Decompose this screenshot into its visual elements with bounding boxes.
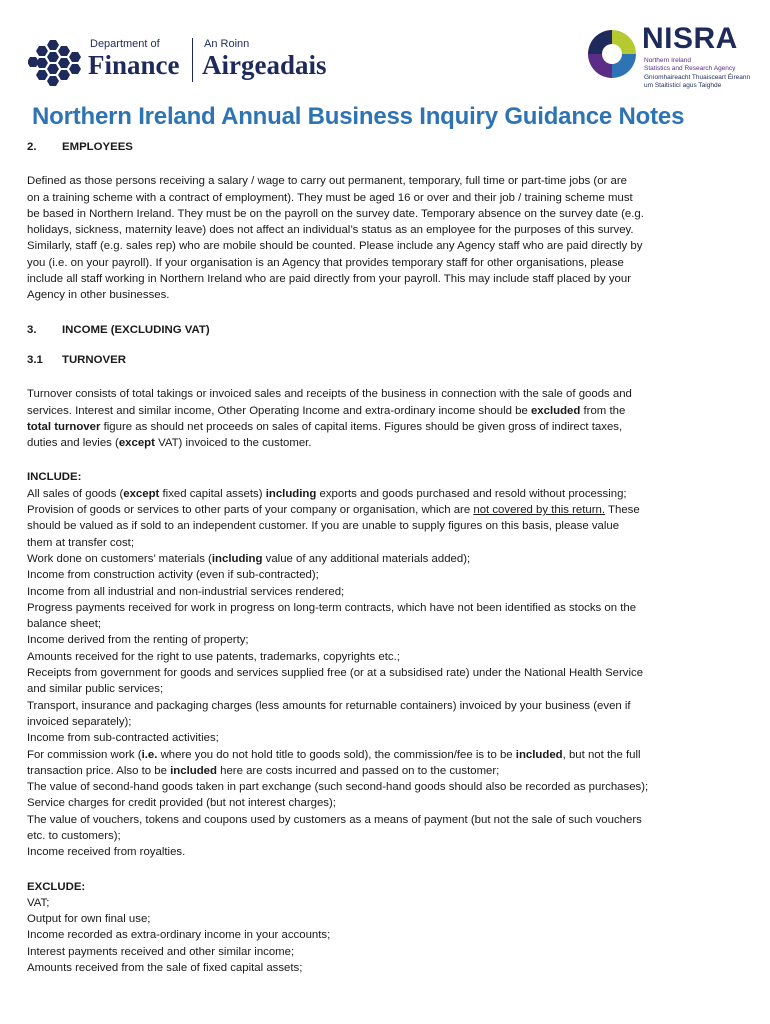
nisra-logo: [584, 22, 754, 94]
dof-divider: [192, 38, 193, 82]
list-item: Interest payments received and other similar income;: [27, 945, 295, 958]
list-item: Income recorded as extra-ordinary income in your accounts;: [27, 929, 331, 942]
section-3-1-heading: 3.1 TURNOVER: [27, 353, 126, 366]
hexagon-cluster-icon: [28, 36, 90, 92]
nisra-emblem-icon: [584, 26, 642, 86]
list-item: Amounts received from the sale of fixed capital assets;: [27, 962, 303, 975]
dof-an-roinn: An Roinn: [204, 38, 250, 50]
exclude-heading: EXCLUDE:: [27, 880, 86, 893]
nisra-english-name: Northern Ireland Statistics and Research Agency: [644, 57, 736, 72]
include-list: INCLUDE: All sales of goods (except fixed capital assets) including exports and goods purchased and resold without processing; Provision of goods or services to other parts of your company or organisation, which are not covered by this return. These should be valued as if sold to an independent customer. If you are unable to supply figures on this basis, please value them at transfer cost; Work done on customers’ materials (including value of any additional materials added); Income from construction activity (even if sub-contracted); Income from all industrial and non-industrial services rendered; Progress payments received for work in progress on long-term contracts, which have not been identified as stocks on the balance sheet; Income derived from the renting of property; Amounts received for the right to use patents, trademarks, copyrights etc.; Receipts from government for goods and services supplied free (or at a subsidised rate) under the National Health Service and similar public services; Transport, insurance and packaging charges (less amounts for returnable containers) invoiced by your business (even if invoiced separately); Income from sub-contracted activities; For commission work (i.e. where you do not hold title to goods sold), the commission/fee is to be included, but not the full transaction price. Also to be included here are costs incurred and passed on to the customer; The value of second-hand goods taken in part exchange (such second-hand goods should also be recorded as purchases); Service charges for credit provided (but not interest charges); The value of vouchers, tokens and coupons used by customers as a means of payment (but not the sale of such vouchers etc. to customers); Income received from royalties.: [27, 469, 741, 860]
nisra-irish-name: Gníomhaireacht Thuaisceart Éireann um Staitisticí agus Taighde: [644, 74, 751, 89]
turnover-paragraph: Turnover consists of total takings or invoiced sales and receipts of the business in connection with the sale of goods and services. Interest and similar income, Other Operating Income and extra-ordinary income should be excluded from the total turnover figure as should net proceeds on sales of capital items. Figures should be given gross of indirect taxes, duties and levies (except VAT) invoiced to the customer.: [27, 388, 632, 450]
list-item: VAT;: [27, 896, 50, 909]
section-3-heading: 3. INCOME (EXCLUDING VAT): [27, 323, 210, 336]
exclude-list: [27, 879, 741, 977]
section-2-paragraph: Defined as those persons receiving a salary / wage to carry out permanent, temporary, full time or part-time jobs (or are on a training scheme with a contract of employment). They must be aged 16 or over and their job / training scheme must be based in Northern Ireland. They must be on the payroll on the survey date. Temporary absence on the survey date (e.g. holidays, sickness, maternity leave) does not affect an individual’s status as an employee for the purposes of this survey. Similarly, staff (e.g. sales rep) who are mobile should be counted. Please include any Agency staff who are paid directly by you (i.e. on your payroll). If your organisation is an Agency that provides temporary staff for other organisations, please include all staff working in Northern Ireland who are paid directly from your payroll. This may include staff placed by your Agency in other businesses.: [27, 175, 644, 302]
dof-department-of: Department of: [90, 38, 160, 50]
page-title: Northern Ireland Annual Business Inquiry Guidance Notes: [32, 103, 685, 130]
include-heading: INCLUDE:: [27, 471, 82, 484]
section-2-heading: 2. EMPLOYEES: [27, 141, 133, 153]
list-item: Output for own final use;: [27, 913, 151, 926]
nisra-name: NISRA: [642, 22, 738, 55]
dof-airgeadais: Airgeadais: [202, 50, 327, 80]
dof-finance: Finance: [88, 50, 180, 80]
department-of-finance-logo: [28, 36, 338, 92]
document-body: [27, 139, 741, 976]
